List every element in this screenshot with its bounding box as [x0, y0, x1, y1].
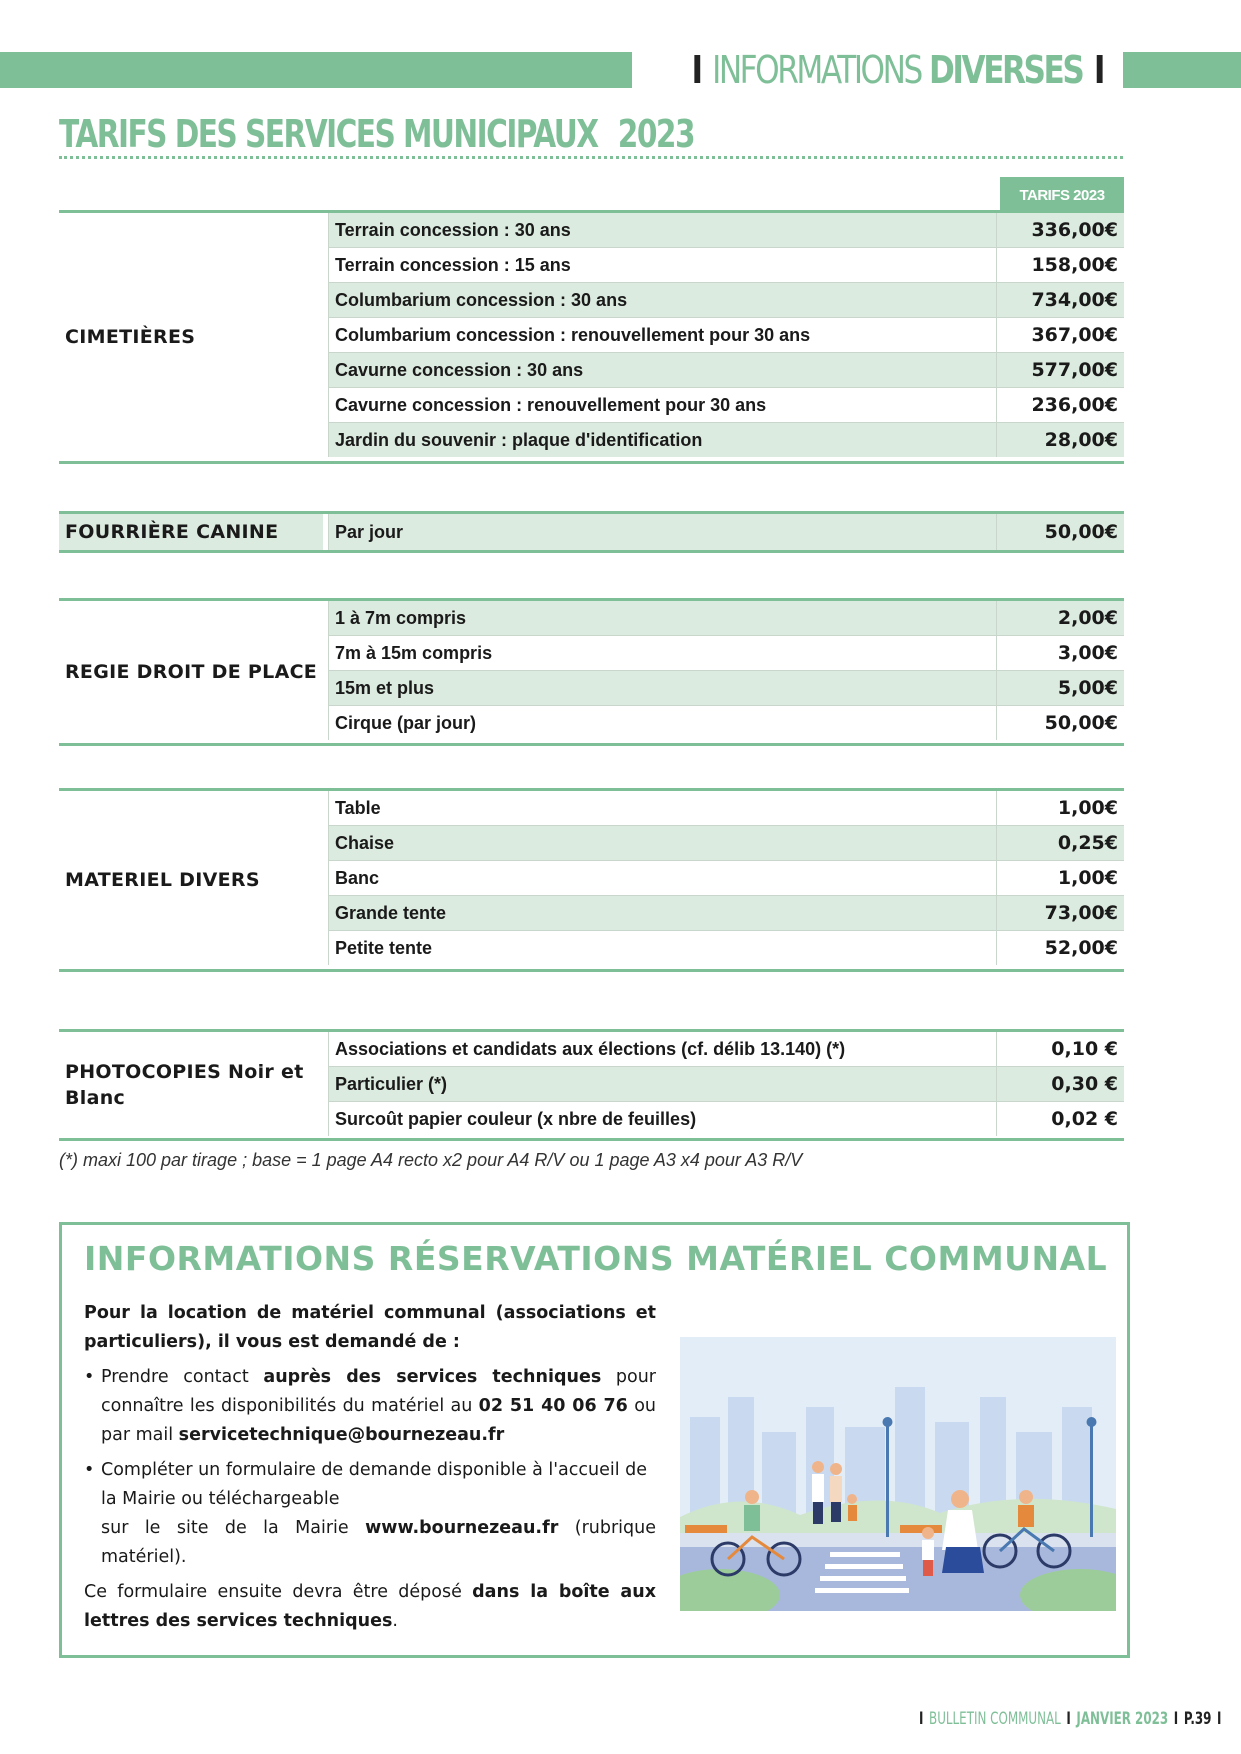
tarifs-column-header: TARIFS 2023	[1000, 177, 1124, 213]
row-value: 158,00€	[996, 248, 1124, 282]
text: (rubrique matériel).	[101, 1518, 656, 1567]
row-value: 50,00€	[996, 514, 1124, 550]
row-label: Columbarium concession : 30 ans	[328, 283, 996, 317]
row-value: 0,02 €	[996, 1102, 1124, 1136]
row-label: Table	[328, 791, 996, 825]
text: sur le site de la Mairie	[101, 1518, 366, 1538]
text: .	[392, 1611, 398, 1631]
row-value: 50,00€	[996, 706, 1124, 740]
row-value: 5,00€	[996, 671, 1124, 705]
footer-date: JANVIER 2023	[1076, 1709, 1169, 1729]
email-address: servicetechnique@bournezeau.fr	[178, 1425, 505, 1445]
table-row	[328, 791, 1124, 825]
table-row	[328, 895, 1124, 930]
footer-separator: I	[1216, 1709, 1222, 1729]
row-value: 367,00€	[996, 318, 1124, 352]
row-value: 0,30 €	[996, 1067, 1124, 1101]
table-row	[328, 1066, 1124, 1101]
list-item	[84, 1363, 656, 1450]
text-bold: lettres des services techniques	[84, 1611, 393, 1631]
row-label: Associations et candidats aux élections (cf. délib 13.140) (*)	[328, 1032, 996, 1066]
group-materiel	[59, 788, 1124, 972]
group-label: PHOTOCOPIES Noir et Blanc	[65, 1061, 304, 1109]
table-row	[328, 514, 1124, 550]
table-row	[328, 930, 1124, 965]
page-title-text: TARIFS DES SERVICES MUNICIPAUX	[59, 112, 598, 156]
header-section-light: INFORMATIONS	[712, 48, 921, 92]
list-item	[84, 1456, 656, 1572]
row-label: Terrain concession : 30 ans	[328, 213, 996, 247]
header-separator: I	[691, 48, 701, 92]
table-row	[328, 1032, 1124, 1066]
group-regie	[59, 598, 1124, 746]
footer-publication: BULLETIN COMMUNAL	[928, 1709, 1061, 1729]
row-value: 1,00€	[996, 791, 1124, 825]
group-label: MATERIEL DIVERS	[65, 869, 260, 891]
info-title: INFORMATIONS RÉSERVATIONS MATÉRIEL COMMUNAL	[84, 1239, 1108, 1278]
table-row	[328, 860, 1124, 895]
page-footer	[913, 1708, 1241, 1730]
page-number: P.39	[1183, 1709, 1212, 1729]
table-row	[328, 247, 1124, 282]
table-footnote: (*) maxi 100 par tirage ; base = 1 page A4 recto x2 pour A4 R/V ou 1 page A3 x4 pour A3 R/V	[59, 1150, 803, 1170]
text: Ce formulaire ensuite devra être déposé	[84, 1582, 473, 1602]
row-label: Particulier (*)	[328, 1067, 996, 1101]
page-title	[59, 112, 694, 156]
bullet: •	[84, 1460, 95, 1480]
header-accent-bar-left	[0, 52, 632, 88]
text: Compléter un formulaire de demande disponible à l'accueil de la Mairie ou téléchargeable	[101, 1460, 648, 1509]
text-bold: dans la boîte aux	[472, 1582, 656, 1602]
table-row	[328, 422, 1124, 457]
table-row	[328, 282, 1124, 317]
bullet: •	[84, 1367, 95, 1387]
row-value: 577,00€	[996, 353, 1124, 387]
group-rows	[328, 791, 1124, 965]
row-label: 15m et plus	[328, 671, 996, 705]
group-rows	[328, 1032, 1124, 1136]
table-row	[328, 670, 1124, 705]
group-label: REGIE DROIT DE PLACE	[65, 661, 318, 683]
row-value: 0,25€	[996, 826, 1124, 860]
group-fourriere	[59, 511, 1124, 553]
table-row	[328, 635, 1124, 670]
table-row	[328, 213, 1124, 247]
row-value: 28,00€	[996, 423, 1124, 457]
table-row	[328, 1101, 1124, 1136]
header-separator: I	[1093, 48, 1103, 92]
group-cimetieres	[59, 210, 1124, 464]
row-value: 3,00€	[996, 636, 1124, 670]
title-dotted-divider	[59, 156, 1123, 159]
row-label: 7m à 15m compris	[328, 636, 996, 670]
row-label: Cirque (par jour)	[328, 706, 996, 740]
row-label: Cavurne concession : renouvellement pour 30 ans	[328, 388, 996, 422]
table-row	[328, 705, 1124, 740]
row-label: Jardin du souvenir : plaque d'identification	[328, 423, 996, 457]
table-row	[328, 387, 1124, 422]
row-value: 73,00€	[996, 896, 1124, 930]
row-value: 0,10 €	[996, 1032, 1124, 1066]
row-value: 236,00€	[996, 388, 1124, 422]
group-rows	[328, 601, 1124, 740]
text-bold: auprès des services techniques	[263, 1367, 602, 1387]
row-label: Surcoût papier couleur (x nbre de feuilles)	[328, 1102, 996, 1136]
list-item-text	[101, 1363, 656, 1450]
table-row	[328, 317, 1124, 352]
row-label: Banc	[328, 861, 996, 895]
row-label: Columbarium concession : renouvellement pour 30 ans	[328, 318, 996, 352]
header-accent-bar-right	[1123, 52, 1241, 88]
footer-separator: I	[1173, 1709, 1179, 1729]
row-label: Grande tente	[328, 896, 996, 930]
row-label: Par jour	[328, 514, 996, 550]
row-label: Terrain concession : 15 ans	[328, 248, 996, 282]
page-title-year: 2023	[617, 112, 695, 156]
row-value: 336,00€	[996, 213, 1124, 247]
row-value: 52,00€	[996, 931, 1124, 965]
group-label: CIMETIÈRES	[65, 326, 196, 348]
list-item-text	[101, 1456, 656, 1572]
row-label: 1 à 7m compris	[328, 601, 996, 635]
info-box	[59, 1222, 1130, 1658]
group-label: FOURRIÈRE CANINE	[59, 514, 323, 550]
header-section-bold: DIVERSES	[928, 48, 1083, 92]
group-rows	[328, 213, 1124, 457]
text: Prendre contact	[101, 1367, 264, 1387]
table-row	[328, 601, 1124, 635]
text: pour connaître les disponibilités du matériel au	[101, 1367, 656, 1416]
section-header	[680, 44, 1114, 96]
website: www.bournezeau.fr	[365, 1518, 559, 1538]
row-value: 1,00€	[996, 861, 1124, 895]
phone-number: 02 51 40 06 76	[478, 1396, 628, 1416]
group-photocopies	[59, 1029, 1124, 1141]
row-label: Cavurne concession : 30 ans	[328, 353, 996, 387]
info-text	[84, 1299, 656, 1642]
table-row	[328, 352, 1124, 387]
table-row	[328, 825, 1124, 860]
row-label: Petite tente	[328, 931, 996, 965]
park-illustration	[680, 1337, 1116, 1611]
row-value: 2,00€	[996, 601, 1124, 635]
row-label: Chaise	[328, 826, 996, 860]
group-rows	[328, 514, 1124, 550]
text: ou par mail	[101, 1396, 656, 1445]
footer-separator: I	[1066, 1709, 1071, 1729]
row-value: 734,00€	[996, 283, 1124, 317]
info-intro: Pour la location de matériel communal (associations et particuliers), il vous est demandé de :	[84, 1303, 656, 1352]
footer-separator: I	[918, 1709, 924, 1729]
